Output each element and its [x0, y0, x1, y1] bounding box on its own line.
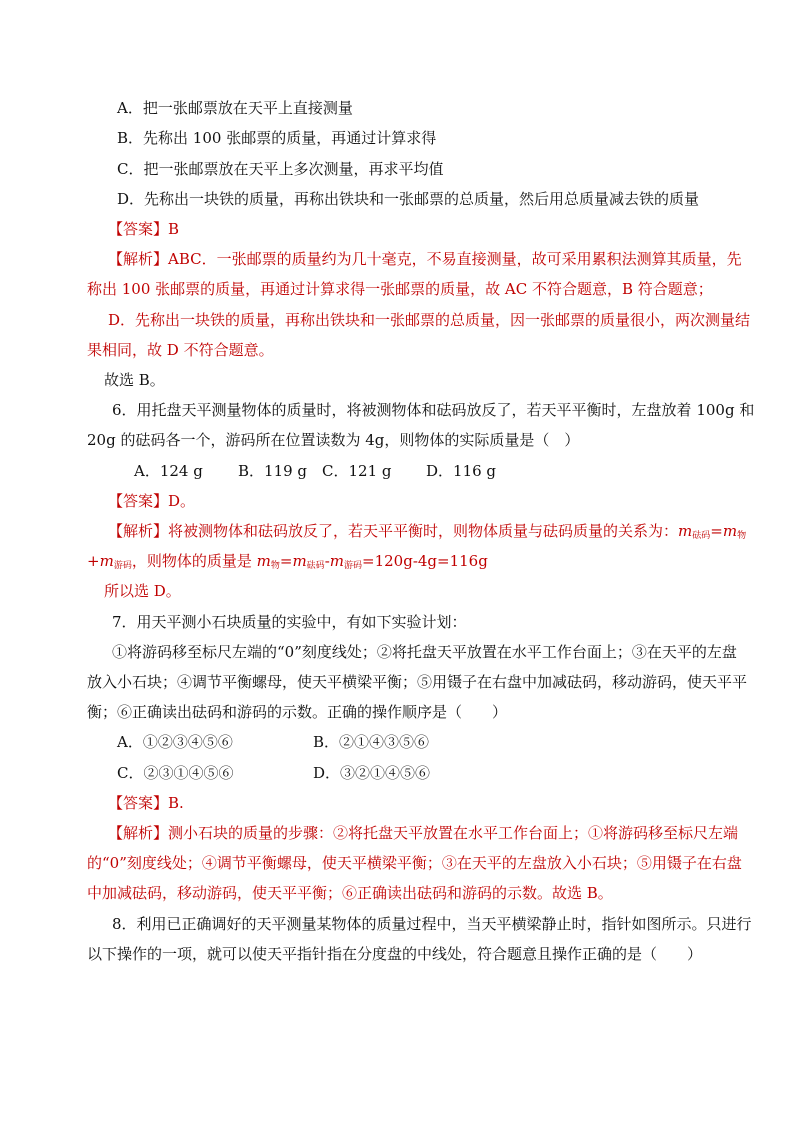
q6-stem-line-2: 20g 的砝码各一个，游码所在位置读数为 4g，则物体的实际质量是（ ） [87, 431, 580, 449]
mass-symbol: m [722, 522, 738, 540]
subscript-object: 物 [270, 561, 280, 571]
q6-answer: 【答案】D。 [108, 492, 196, 510]
q6-option-a: A．124 g [134, 462, 203, 480]
q6-option-d: D．116 g [426, 462, 497, 480]
q5-analysis-line-4: 果相同，故 D 不符合题意。 [87, 341, 274, 359]
q7-analysis-line-1: 【解析】测小石块的质量的步骤：②将托盘天平放置在水平工作台面上；①将游码移至标尺左端 [108, 824, 739, 842]
q5-conclusion: 故选 B。 [104, 371, 165, 389]
q8-stem-line-1: 8．利用已正确调好的天平测量某物体的质量过程中，当天平横梁静止时，指针如图所示。只进行 [112, 915, 752, 933]
q7-stem-line-2: ①将游码移至标尺左端的“0”刻度线处；②将托盘天平放置在水平工作台面上；③在天平的左盘 [112, 643, 737, 661]
q5-option-c: C．把一张邮票放在天平上多次测量，再求平均值 [117, 160, 444, 178]
q7-option-b: B．②①④③⑤⑥ [313, 733, 430, 751]
mass-symbol: m [256, 552, 271, 570]
q5-analysis-line-2: 称出 100 张邮票的质量，再通过计算求得一张邮票的质量，故 AC 不符合题意，B 符合题意； [87, 280, 713, 298]
q6-analysis-prefix: 【解析】将被测物体和砝码放反了，若天平平衡时，则物体质量与砝码质量的关系为： [108, 522, 679, 540]
equals-sign: = [710, 522, 723, 540]
q7-option-d: D．③②①④⑤⑥ [313, 764, 431, 782]
q6-analysis-line-2 [87, 551, 488, 576]
subscript-rider: 游码 [344, 561, 363, 571]
subscript-rider: 游码 [113, 561, 132, 571]
mass-symbol: m [678, 522, 693, 540]
q5-option-d: D．先称出一块铁的质量，再称出铁块和一张邮票的总质量，然后用总质量减去铁的质量 [117, 190, 700, 208]
subscript-weight: 砝码 [306, 561, 325, 571]
q5-answer: 【答案】B [108, 220, 180, 238]
mass-symbol: m [99, 552, 114, 570]
q7-option-a: A．①②③④⑤⑥ [117, 733, 233, 751]
minus-sign: - [324, 552, 330, 570]
q7-analysis-line-2: 的“0”刻度线处；④调节平衡螺母，使天平横梁平衡；③在天平的左盘放入小石块；⑤用镊子在右盘 [87, 854, 742, 872]
q6-option-c: C．121 g [322, 462, 392, 480]
q6-conclusion: 所以选 D。 [104, 582, 181, 600]
q6-stem-line-1: 6．用托盘天平测量物体的质量时，将被测物体和砝码放反了，若天平平衡时，左盘放着 100g 和 [112, 401, 755, 419]
q6-analysis-mid: ，则物体的质量是 [131, 552, 257, 570]
mass-symbol: m [329, 552, 344, 570]
q6-analysis-line-1 [108, 521, 746, 546]
q7-option-c: C．②③①④⑤⑥ [117, 764, 234, 782]
q5-option-b: B．先称出 100 张邮票的质量，再通过计算求得 [117, 129, 437, 147]
q6-option-b: B．119 g [238, 462, 308, 480]
plus-sign: + [87, 552, 100, 570]
q7-stem-line-4: 衡；⑥正确读出砝码和游码的示数。正确的操作顺序是（ ） [87, 703, 508, 721]
q7-stem-line-1: 7．用天平测小石块质量的实验中，有如下实验计划： [112, 613, 467, 631]
q5-option-a: A．把一张邮票放在天平上直接测量 [117, 99, 353, 117]
q5-analysis-line-1: 【解析】ABC．一张邮票的质量约为几十毫克，不易直接测量，故可采用累积法测算其质量，先 [108, 250, 742, 268]
q7-answer: 【答案】B. [108, 794, 184, 812]
subscript-weight: 砝码 [692, 531, 711, 541]
q8-stem-line-2: 以下操作的一项，就可以使天平指针指在分度盘的中线处，符合题意且操作正确的是（ ） [87, 945, 703, 963]
q6-result: =120g-4g=116g [362, 552, 488, 570]
equals-sign: = [279, 552, 293, 570]
q5-analysis-line-3: D．先称出一块铁的质量，再称出铁块和一张邮票的总质量，因一张邮票的质量很小，两次测量结 [108, 311, 751, 329]
subscript-object: 物 [737, 531, 747, 541]
mass-symbol: m [292, 552, 307, 570]
q7-stem-line-3: 放入小石块；④调节平衡螺母，使天平横梁平衡；⑤用镊子在右盘中加减砝码，移动游码，使天平平 [87, 673, 748, 691]
q7-analysis-line-3: 中加减砝码，移动游码，使天平平衡；⑥正确读出砝码和游码的示数。故选 B。 [87, 884, 613, 902]
